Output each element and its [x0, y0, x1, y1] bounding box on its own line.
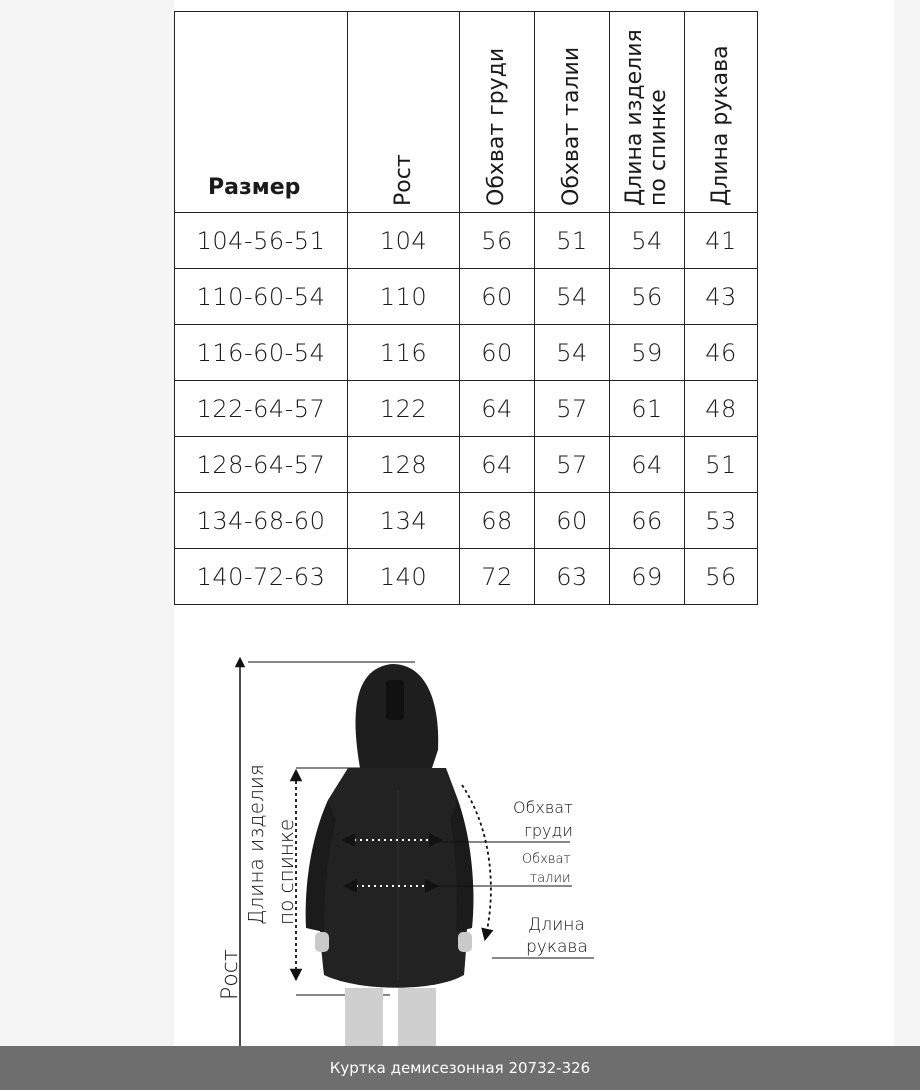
table-row [175, 325, 758, 381]
header-size: Размер [175, 12, 348, 213]
cell-chest: 60 [460, 269, 535, 325]
cell-length: 61 [610, 381, 685, 437]
cell-waist: 54 [535, 325, 610, 381]
cell-waist: 60 [535, 493, 610, 549]
header-row [175, 12, 758, 213]
back-length-label-line1: Длина изделия [244, 764, 268, 925]
table-row [175, 549, 758, 605]
cell-length: 59 [610, 325, 685, 381]
cell-height: 104 [348, 213, 460, 269]
cell-chest: 56 [460, 213, 535, 269]
cell-length: 64 [610, 437, 685, 493]
cell-length: 66 [610, 493, 685, 549]
table-row [175, 437, 758, 493]
header-chest: Обхват груди [460, 12, 535, 213]
cell-size: 122-64-57 [175, 381, 348, 437]
cell-size: 104-56-51 [175, 213, 348, 269]
cell-sleeve: 48 [685, 381, 758, 437]
cell-waist: 51 [535, 213, 610, 269]
cell-chest: 64 [460, 381, 535, 437]
header-sleeve: Длина рукава [685, 12, 758, 213]
cell-sleeve: 43 [685, 269, 758, 325]
cell-length: 56 [610, 269, 685, 325]
cell-sleeve: 56 [685, 549, 758, 605]
cell-height: 128 [348, 437, 460, 493]
cell-length: 69 [610, 549, 685, 605]
cell-size: 110-60-54 [175, 269, 348, 325]
table-row [175, 213, 758, 269]
cell-chest: 72 [460, 549, 535, 605]
cell-chest: 60 [460, 325, 535, 381]
cell-length: 54 [610, 213, 685, 269]
chest-label-line2: груди [524, 821, 573, 840]
measurement-diagram [200, 650, 620, 1090]
sleeve-label-line2: рукава [526, 937, 588, 957]
waist-label-line1: Обхват [522, 852, 571, 867]
cell-height: 110 [348, 269, 460, 325]
sleeve-label-line1: Длина [528, 915, 585, 935]
cell-height: 122 [348, 381, 460, 437]
cell-chest: 68 [460, 493, 535, 549]
cell-sleeve: 41 [685, 213, 758, 269]
waist-label-line2: талии [530, 871, 571, 886]
table-row [175, 381, 758, 437]
back-length-label-line2: по спинке [274, 818, 298, 925]
height-label: Рост [218, 949, 243, 1000]
cell-waist: 57 [535, 381, 610, 437]
table-row [175, 269, 758, 325]
cell-sleeve: 46 [685, 325, 758, 381]
size-chart-table [174, 11, 758, 605]
table-row [175, 493, 758, 549]
cell-height: 134 [348, 493, 460, 549]
cell-size: 128-64-57 [175, 437, 348, 493]
cell-height: 116 [348, 325, 460, 381]
header-waist: Обхват талии [535, 12, 610, 213]
cell-waist: 54 [535, 269, 610, 325]
cell-sleeve: 53 [685, 493, 758, 549]
jacket-figure [306, 664, 474, 1058]
cell-chest: 64 [460, 437, 535, 493]
cell-size: 134-68-60 [175, 493, 348, 549]
cell-sleeve: 51 [685, 437, 758, 493]
cell-waist: 57 [535, 437, 610, 493]
cell-height: 140 [348, 549, 460, 605]
cell-size: 116-60-54 [175, 325, 348, 381]
header-height: Рост [348, 12, 460, 213]
cell-waist: 63 [535, 549, 610, 605]
product-caption: Куртка демисезонная 20732-326 [329, 1059, 591, 1077]
product-caption-bar [0, 1046, 920, 1090]
chest-label-line1: Обхват [513, 798, 573, 817]
header-length: Длина изделия по спинке [610, 12, 685, 213]
cell-size: 140-72-63 [175, 549, 348, 605]
